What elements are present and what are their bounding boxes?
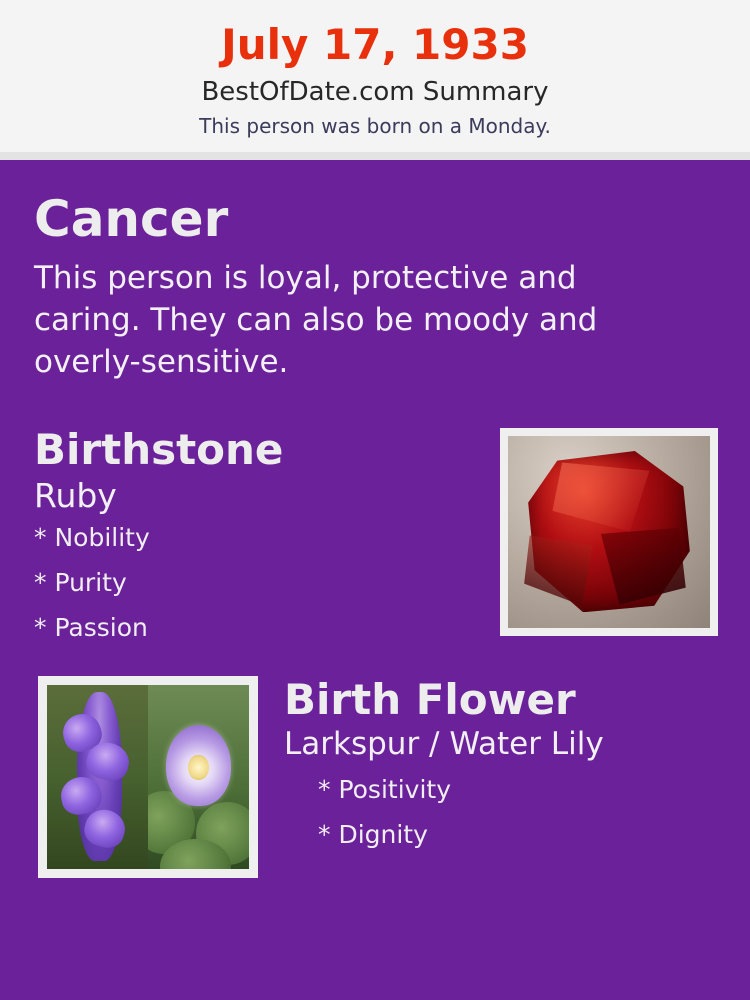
birthstone-section — [32, 424, 718, 658]
header — [0, 0, 750, 152]
birthstone-trait: * Nobility — [34, 523, 150, 553]
birthstone-title: Birthstone — [34, 424, 284, 474]
zodiac-sign-title: Cancer — [34, 190, 229, 249]
birth-flower-section — [32, 676, 718, 886]
zodiac-description: This person is loyal, protective and caring. They can also be moody and overly-sensitive. — [34, 260, 598, 380]
birth-flower-trait: * Dignity — [318, 819, 428, 849]
birthstone-image — [500, 428, 718, 636]
ruby-photo — [508, 436, 710, 628]
birthstone-trait: * Purity — [34, 568, 127, 598]
birth-flower-trait: * Positivity — [318, 774, 451, 804]
birth-flower-name: Larkspur / Water Lily — [284, 725, 604, 762]
page-title: July 17, 1933 — [221, 20, 529, 69]
birthstone-trait: * Passion — [34, 613, 148, 643]
water-lily-center — [188, 755, 208, 781]
birth-flower-title: Birth Flower — [284, 674, 576, 724]
header-divider — [0, 152, 750, 160]
flower-photo-pair — [47, 685, 249, 869]
water-lily-photo — [148, 685, 249, 869]
birth-flower-image — [38, 676, 258, 878]
content-panel — [0, 160, 750, 1000]
birthstone-text — [32, 424, 472, 643]
site-summary-label: BestOfDate.com Summary — [201, 77, 549, 108]
larkspur-photo — [47, 685, 148, 869]
birth-weekday-note: This person was born on a Monday. — [199, 114, 551, 139]
birthstone-name: Ruby — [34, 475, 117, 515]
birth-flower-text — [284, 674, 718, 867]
